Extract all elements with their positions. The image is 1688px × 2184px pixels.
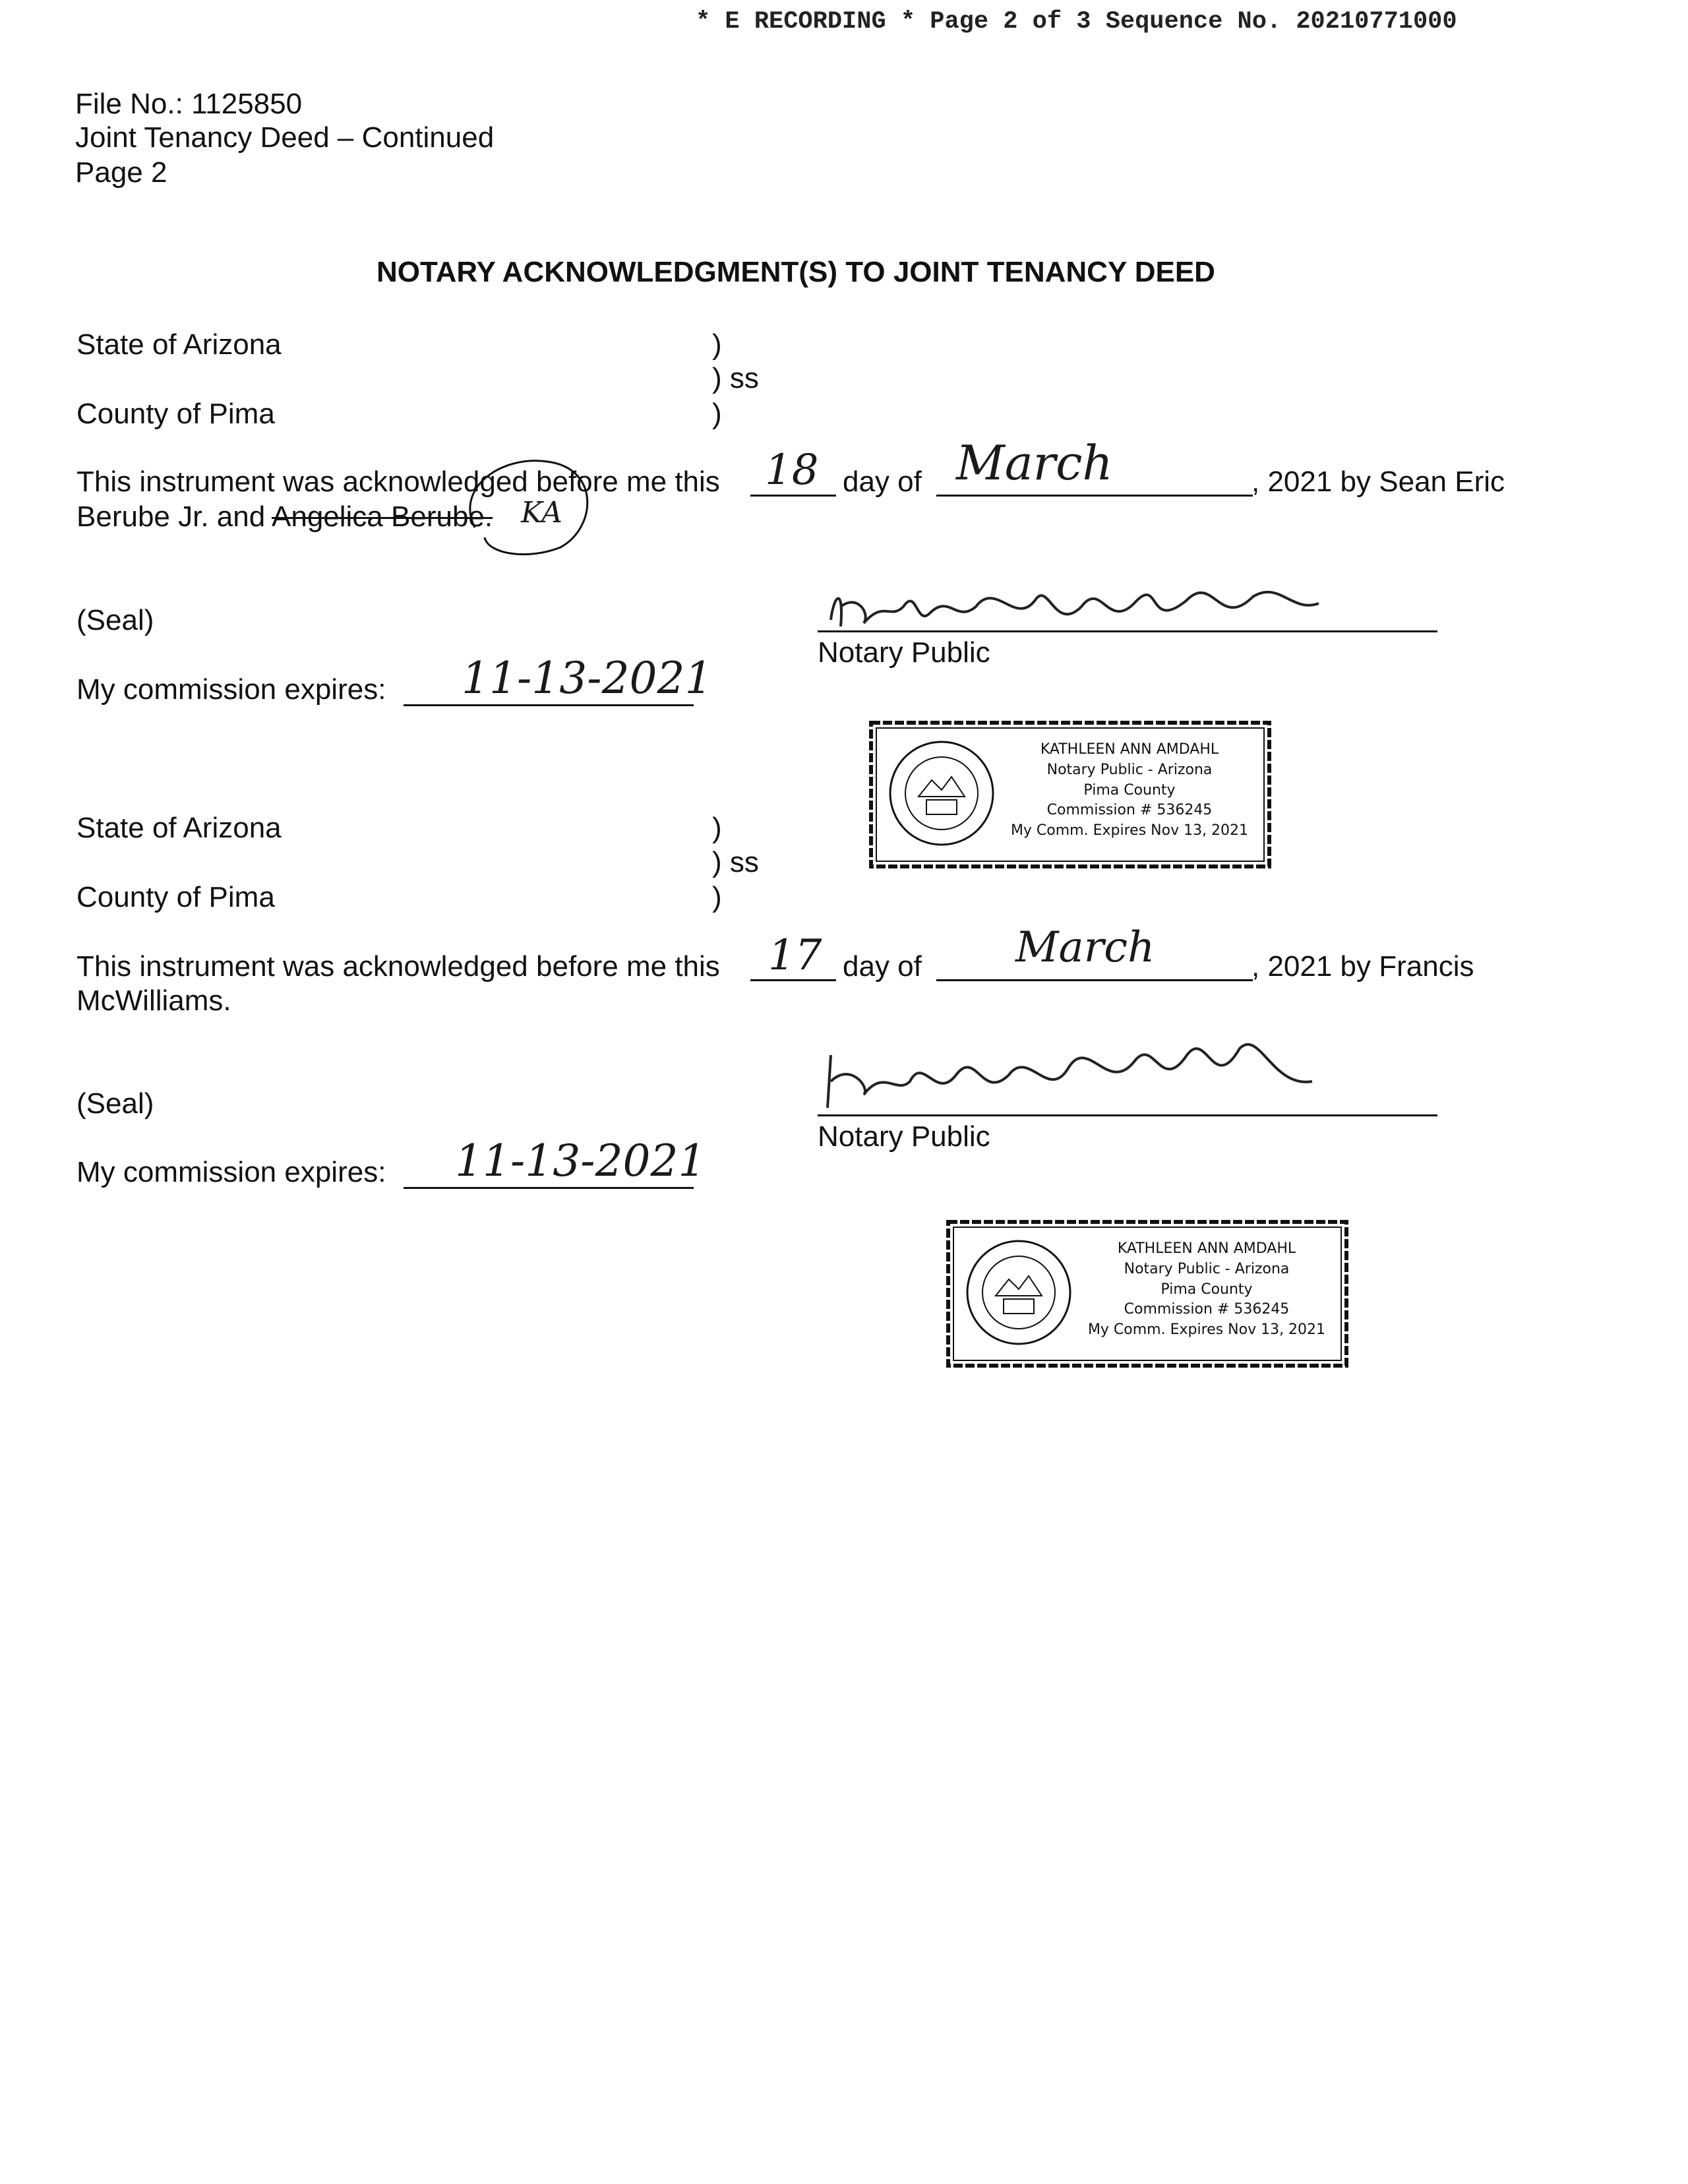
file-number: 1125850	[191, 88, 303, 120]
seal-label: (Seal)	[76, 1087, 154, 1120]
day-handwritten: 18	[765, 446, 819, 495]
document-title: Joint Tenancy Deed – Continued	[75, 121, 495, 154]
day-of-label: day of	[843, 466, 922, 498]
state-label: State of Arizona	[76, 328, 282, 361]
stamp-notary-name: KATHLEEN ANN AMDAHL	[1117, 1240, 1296, 1257]
signature-line	[818, 1114, 1437, 1116]
acknowledgment-text: This instrument was acknowledged before me this	[76, 466, 720, 498]
stamp-notary-name: KATHLEEN ANN AMDAHL	[1040, 741, 1219, 758]
notary-stamp	[943, 1217, 1352, 1371]
day-handwritten: 17	[768, 931, 822, 980]
year-and-party: , 2021 by Sean Eric	[1251, 466, 1505, 498]
commission-expires-label: My commission expires:	[76, 1156, 386, 1188]
stamp-expiration: My Comm. Expires Nov 13, 2021	[1010, 822, 1249, 839]
commission-underline	[404, 1187, 694, 1189]
acknowledgment-text: This instrument was acknowledged before me this	[76, 950, 720, 983]
state-seal-icon	[963, 1236, 1075, 1349]
venue-paren: )	[712, 328, 722, 361]
venue-paren: )	[712, 398, 722, 430]
stamp-notary-title: Notary Public - Arizona	[1124, 1260, 1290, 1277]
venue-paren: )	[712, 881, 722, 913]
stamp-county: Pima County	[1083, 781, 1176, 799]
month-underline	[936, 495, 1253, 497]
signature-line	[818, 630, 1437, 632]
party-names: McWilliams.	[76, 985, 231, 1017]
struck-party-name: Angelica Berube.	[272, 501, 493, 533]
party-names	[76, 500, 493, 535]
stamp-notary-title: Notary Public - Arizona	[1046, 761, 1213, 778]
county-label: County of Pima	[76, 881, 275, 913]
notary-signature	[811, 1029, 1352, 1114]
page-label: Page 2	[75, 156, 167, 189]
day-underline	[750, 495, 836, 497]
notary-public-label: Notary Public	[818, 1120, 990, 1153]
page-title: NOTARY ACKNOWLEDGMENT(S) TO JOINT TENANCY DEED	[377, 256, 1215, 288]
month-underline	[936, 979, 1253, 981]
stamp-commission-number: Commission # 536245	[1046, 802, 1213, 819]
seal-label: (Seal)	[76, 604, 154, 636]
commission-handwritten: 11-13-2021	[455, 1136, 706, 1186]
state-seal-icon	[886, 737, 998, 849]
state-label: State of Arizona	[76, 812, 282, 844]
stamp-commission-number: Commission # 536245	[1124, 1301, 1290, 1318]
file-number-line	[75, 87, 302, 122]
county-label: County of Pima	[76, 398, 275, 430]
day-of-label: day of	[843, 950, 922, 983]
notary-public-label: Notary Public	[818, 636, 990, 669]
year-and-party: , 2021 by Francis	[1251, 950, 1474, 983]
recording-header: * E RECORDING * Page 2 of 3 Sequence No. 20210771000	[696, 8, 1457, 36]
venue-ss: ) ss	[712, 846, 759, 878]
commission-expires-label: My commission expires:	[76, 673, 386, 706]
venue-paren: )	[712, 812, 722, 844]
stamp-text	[998, 740, 1261, 841]
correction-initials: KA	[521, 496, 562, 530]
file-number-label: File No.:	[75, 88, 183, 120]
stamp-text	[1075, 1239, 1339, 1341]
month-handwritten: March	[956, 435, 1113, 491]
stamp-expiration: My Comm. Expires Nov 13, 2021	[1087, 1321, 1326, 1339]
notary-stamp	[866, 717, 1275, 872]
party-name-prefix: Berube Jr. and	[76, 501, 272, 533]
notary-signature	[818, 567, 1332, 640]
commission-underline	[404, 704, 694, 706]
stamp-county: Pima County	[1160, 1281, 1253, 1298]
month-handwritten: March	[1015, 923, 1155, 972]
venue-ss: ) ss	[712, 362, 759, 394]
commission-handwritten: 11-13-2021	[462, 653, 713, 704]
